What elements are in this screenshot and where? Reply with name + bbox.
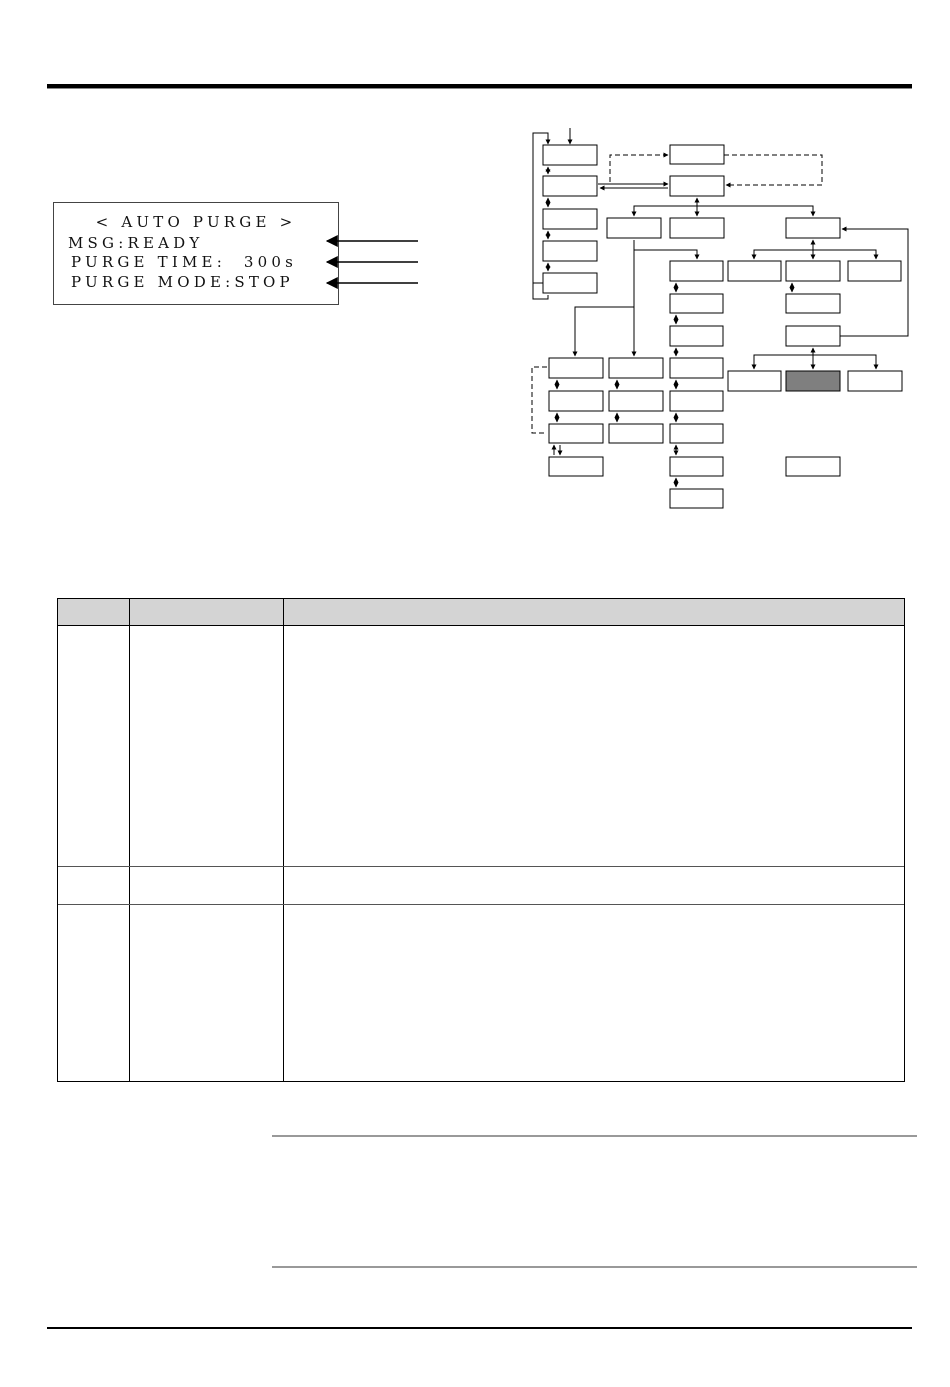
tree-box [609,424,663,443]
tree-box [670,294,723,313]
tree-box [786,261,840,281]
tree-box [670,145,724,164]
tree-box [607,218,661,238]
table-row-divider [58,904,904,905]
tree-box [786,294,840,313]
tree-box [549,358,603,378]
table-row-divider [58,866,904,867]
lcd-pointer-arrows [327,241,418,283]
tree-box [670,218,724,238]
spec-table [57,598,905,1082]
footer-rule [47,1327,912,1329]
note-bottom-rule [272,1266,917,1268]
tree-box [670,391,723,411]
tree-box [670,358,723,378]
tree-box [670,326,723,346]
tree-box [543,145,597,165]
tree-box [670,176,724,196]
tree-box [786,457,840,476]
table-header-row [58,599,904,626]
tree-box [543,241,597,261]
tree-box [549,424,603,443]
note-top-rule [272,1135,917,1137]
tree-box [670,424,723,443]
tree-box [543,176,597,196]
tree-box [609,358,663,378]
tree-box [848,261,901,281]
lcd-title: < AUTO PURGE > [95,213,297,231]
tree-box [786,326,840,346]
lcd-purge-mode-line: PURGE MODE:STOP [71,273,294,291]
tree-box-highlighted [786,371,840,391]
lcd-msg-line: MSG:READY [68,234,204,252]
tree-box [549,391,603,411]
tree-box [848,371,902,391]
lcd-purge-time-line: PURGE TIME: 300s [71,253,298,271]
column-divider [129,599,130,1081]
tree-box [543,209,597,229]
tree-box [670,261,723,281]
tree-box [670,489,723,508]
tree-box [543,273,597,293]
tree-box [549,457,603,476]
tree-box [728,261,781,281]
tree-box [670,457,723,476]
tree-box [609,391,663,411]
tree-box [728,371,781,391]
tree-box [786,218,840,238]
column-divider [283,599,284,1081]
